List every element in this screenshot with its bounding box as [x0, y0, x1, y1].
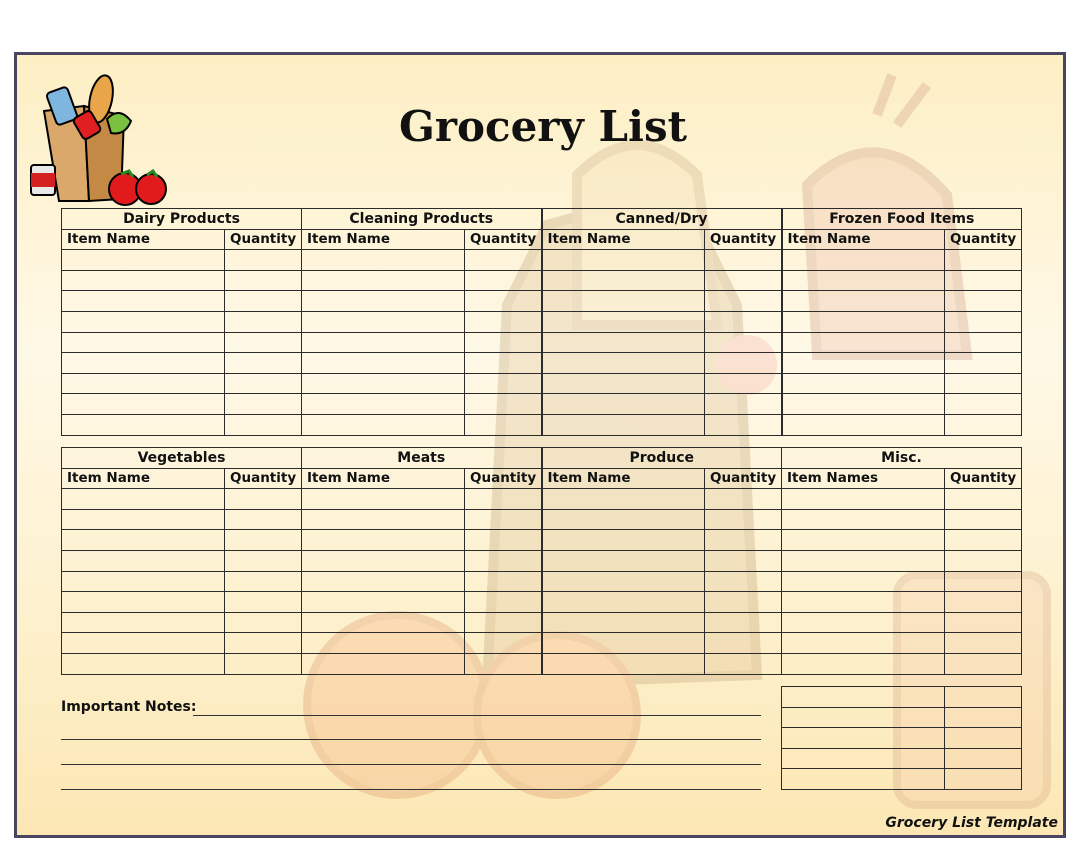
item-name-cell[interactable] [302, 270, 465, 291]
quantity-cell[interactable] [705, 250, 782, 271]
quantity-cell[interactable] [225, 653, 302, 674]
quantity-cell[interactable] [465, 414, 542, 435]
quantity-cell[interactable] [225, 270, 302, 291]
column-header-row [62, 468, 1022, 489]
quantity-cell[interactable] [705, 373, 782, 394]
table-row [62, 633, 1022, 654]
quantity-cell[interactable] [225, 311, 302, 332]
column-header-item-name: Item Name [62, 229, 225, 250]
item-name-cell[interactable] [62, 653, 225, 674]
item-name-cell[interactable] [302, 633, 465, 654]
misc-extra-rows-table [781, 686, 1022, 790]
quantity-cell[interactable] [705, 530, 782, 551]
item-name-cell[interactable] [782, 353, 945, 374]
item-name-cell[interactable] [782, 748, 945, 769]
quantity-cell[interactable] [945, 633, 1022, 654]
item-name-cell[interactable] [62, 414, 225, 435]
top-categories-table [61, 208, 1022, 436]
quantity-cell[interactable] [945, 250, 1022, 271]
quantity-cell[interactable] [705, 489, 782, 510]
quantity-cell[interactable] [705, 633, 782, 654]
column-header-quantity: Quantity [225, 229, 302, 250]
item-name-cell[interactable] [302, 530, 465, 551]
item-name-cell[interactable] [782, 550, 945, 571]
quantity-cell[interactable] [705, 394, 782, 415]
table-row [782, 748, 1022, 769]
item-name-cell[interactable] [782, 250, 945, 271]
quantity-cell[interactable] [225, 633, 302, 654]
quantity-cell[interactable] [945, 509, 1022, 530]
section-meats: Meats [302, 448, 542, 469]
table-row [62, 550, 1022, 571]
item-name-cell[interactable] [782, 394, 945, 415]
quantity-cell[interactable] [225, 250, 302, 271]
item-name-cell[interactable] [542, 270, 705, 291]
item-name-cell[interactable] [542, 530, 705, 551]
quantity-cell[interactable] [465, 509, 542, 530]
quantity-cell[interactable] [945, 353, 1022, 374]
notes-line[interactable] [61, 764, 761, 765]
item-name-cell[interactable] [782, 612, 945, 633]
table-row [62, 291, 1022, 312]
quantity-cell[interactable] [705, 291, 782, 312]
table-row [62, 250, 1022, 271]
item-name-cell[interactable] [542, 550, 705, 571]
quantity-cell[interactable] [705, 592, 782, 613]
quantity-cell[interactable] [465, 311, 542, 332]
quantity-cell[interactable] [465, 332, 542, 353]
quantity-cell[interactable] [225, 509, 302, 530]
item-name-cell[interactable] [542, 332, 705, 353]
section-frozen-food-items: Frozen Food Items [782, 209, 1022, 230]
quantity-cell[interactable] [465, 373, 542, 394]
item-name-cell[interactable] [782, 373, 945, 394]
item-name-cell[interactable] [302, 612, 465, 633]
item-name-cell[interactable] [542, 571, 705, 592]
item-name-cell[interactable] [62, 530, 225, 551]
quantity-cell[interactable] [225, 332, 302, 353]
quantity-cell[interactable] [465, 270, 542, 291]
quantity-cell[interactable] [705, 550, 782, 571]
item-name-cell[interactable] [302, 311, 465, 332]
table-row [62, 489, 1022, 510]
item-name-cell[interactable] [782, 332, 945, 353]
quantity-cell[interactable] [945, 394, 1022, 415]
quantity-cell[interactable] [465, 592, 542, 613]
table-row [62, 373, 1022, 394]
item-name-cell[interactable] [782, 489, 945, 510]
item-name-cell[interactable] [62, 489, 225, 510]
quantity-cell[interactable] [945, 414, 1022, 435]
section-vegetables: Vegetables [62, 448, 302, 469]
item-name-cell[interactable] [782, 769, 945, 790]
quantity-cell[interactable] [945, 332, 1022, 353]
column-header-item-name: Item Name [542, 229, 705, 250]
item-name-cell[interactable] [782, 509, 945, 530]
quantity-cell[interactable] [225, 612, 302, 633]
table-row [62, 270, 1022, 291]
item-name-cell[interactable] [542, 250, 705, 271]
quantity-cell[interactable] [465, 489, 542, 510]
item-name-cell[interactable] [62, 311, 225, 332]
item-name-cell[interactable] [782, 687, 945, 708]
quantity-cell[interactable] [225, 291, 302, 312]
table-row [782, 707, 1022, 728]
item-name-cell[interactable] [542, 592, 705, 613]
section-canned-dry: Canned/Dry [542, 209, 782, 230]
quantity-cell[interactable] [945, 592, 1022, 613]
table-row [62, 592, 1022, 613]
item-name-cell[interactable] [542, 394, 705, 415]
quantity-cell[interactable] [225, 394, 302, 415]
item-name-cell[interactable] [302, 550, 465, 571]
notes-line[interactable] [61, 739, 761, 740]
quantity-cell[interactable] [945, 489, 1022, 510]
column-header-quantity: Quantity [705, 229, 782, 250]
item-name-cell[interactable] [782, 707, 945, 728]
quantity-cell[interactable] [225, 550, 302, 571]
item-name-cell[interactable] [542, 633, 705, 654]
quantity-cell[interactable] [945, 550, 1022, 571]
page-title: Grocery List [399, 102, 687, 151]
item-name-cell[interactable] [782, 530, 945, 551]
quantity-cell[interactable] [705, 353, 782, 374]
section-produce: Produce [542, 448, 782, 469]
section-header-row [62, 209, 1022, 230]
table-row [62, 509, 1022, 530]
quantity-cell[interactable] [465, 530, 542, 551]
quantity-cell[interactable] [465, 291, 542, 312]
table-row [62, 353, 1022, 374]
item-name-cell[interactable] [62, 394, 225, 415]
column-header-item-name: Item Name [302, 468, 465, 489]
item-name-cell[interactable] [302, 353, 465, 374]
item-name-cell[interactable] [62, 373, 225, 394]
quantity-cell[interactable] [225, 592, 302, 613]
quantity-cell[interactable] [705, 653, 782, 674]
table-row [62, 414, 1022, 435]
item-name-cell[interactable] [542, 414, 705, 435]
column-header-quantity: Quantity [225, 468, 302, 489]
section-header-row [62, 448, 1022, 469]
section-dairy-products: Dairy Products [62, 209, 302, 230]
item-name-cell[interactable] [782, 633, 945, 654]
table-row [62, 653, 1022, 674]
quantity-cell[interactable] [945, 728, 1022, 749]
quantity-cell[interactable] [945, 707, 1022, 728]
item-name-cell[interactable] [302, 653, 465, 674]
quantity-cell[interactable] [705, 414, 782, 435]
item-name-cell[interactable] [302, 250, 465, 271]
item-name-cell[interactable] [782, 653, 945, 674]
quantity-cell[interactable] [705, 509, 782, 530]
quantity-cell[interactable] [225, 373, 302, 394]
table-row [782, 769, 1022, 790]
column-header-row [62, 229, 1022, 250]
quantity-cell[interactable] [465, 394, 542, 415]
notes-line[interactable] [193, 715, 761, 716]
quantity-cell[interactable] [945, 769, 1022, 790]
item-name-cell[interactable] [62, 509, 225, 530]
item-name-cell[interactable] [782, 414, 945, 435]
item-name-cell[interactable] [302, 414, 465, 435]
quantity-cell[interactable] [945, 373, 1022, 394]
item-name-cell[interactable] [542, 489, 705, 510]
item-name-cell[interactable] [542, 612, 705, 633]
item-name-cell[interactable] [62, 291, 225, 312]
item-name-cell[interactable] [782, 311, 945, 332]
quantity-cell[interactable] [465, 353, 542, 374]
grocery-list-sheet [14, 52, 1066, 838]
item-name-cell[interactable] [302, 394, 465, 415]
table-row [62, 394, 1022, 415]
quantity-cell[interactable] [465, 633, 542, 654]
item-name-cell[interactable] [542, 653, 705, 674]
table-row [62, 311, 1022, 332]
quantity-cell[interactable] [945, 530, 1022, 551]
item-name-cell[interactable] [62, 270, 225, 291]
item-name-cell[interactable] [302, 373, 465, 394]
quantity-cell[interactable] [465, 550, 542, 571]
quantity-cell[interactable] [225, 414, 302, 435]
item-name-cell[interactable] [302, 592, 465, 613]
item-name-cell[interactable] [542, 311, 705, 332]
quantity-cell[interactable] [705, 571, 782, 592]
item-name-cell[interactable] [542, 291, 705, 312]
quantity-cell[interactable] [465, 653, 542, 674]
quantity-cell[interactable] [945, 653, 1022, 674]
column-header-item-name: Item Name [542, 468, 705, 489]
quantity-cell[interactable] [945, 291, 1022, 312]
column-header-quantity: Quantity [465, 229, 542, 250]
quantity-cell[interactable] [225, 571, 302, 592]
item-name-cell[interactable] [782, 270, 945, 291]
item-name-cell[interactable] [542, 509, 705, 530]
item-name-cell[interactable] [302, 332, 465, 353]
notes-line[interactable] [61, 789, 761, 790]
section-misc: Misc. [782, 448, 1022, 469]
quantity-cell[interactable] [705, 332, 782, 353]
item-name-cell[interactable] [302, 571, 465, 592]
footer-template-label: Grocery List Template [885, 815, 1058, 831]
item-name-cell[interactable] [302, 489, 465, 510]
quantity-cell[interactable] [945, 687, 1022, 708]
column-header-quantity: Quantity [465, 468, 542, 489]
important-notes-label: Important Notes: [61, 699, 197, 715]
table-row [62, 612, 1022, 633]
bottom-categories-table [61, 447, 1022, 675]
quantity-cell[interactable] [465, 250, 542, 271]
item-name-cell[interactable] [542, 373, 705, 394]
section-cleaning-products: Cleaning Products [302, 209, 542, 230]
column-header-item-names: Item Names [782, 468, 945, 489]
table-row [62, 571, 1022, 592]
item-name-cell[interactable] [62, 250, 225, 271]
column-header-item-name: Item Name [62, 468, 225, 489]
quantity-cell[interactable] [705, 311, 782, 332]
column-header-item-name: Item Name [782, 229, 945, 250]
quantity-cell[interactable] [945, 571, 1022, 592]
item-name-cell[interactable] [302, 509, 465, 530]
column-header-quantity: Quantity [945, 229, 1022, 250]
quantity-cell[interactable] [945, 270, 1022, 291]
table-row [782, 687, 1022, 708]
item-name-cell[interactable] [62, 550, 225, 571]
quantity-cell[interactable] [225, 353, 302, 374]
item-name-cell[interactable] [62, 592, 225, 613]
quantity-cell[interactable] [465, 612, 542, 633]
table-row [62, 530, 1022, 551]
quantity-cell[interactable] [945, 612, 1022, 633]
quantity-cell[interactable] [945, 748, 1022, 769]
quantity-cell[interactable] [705, 612, 782, 633]
quantity-cell[interactable] [705, 270, 782, 291]
quantity-cell[interactable] [945, 311, 1022, 332]
item-name-cell[interactable] [62, 612, 225, 633]
item-name-cell[interactable] [62, 332, 225, 353]
column-header-quantity: Quantity [705, 468, 782, 489]
item-name-cell[interactable] [782, 728, 945, 749]
item-name-cell[interactable] [782, 592, 945, 613]
table-row [62, 332, 1022, 353]
item-name-cell[interactable] [542, 353, 705, 374]
table-row [782, 728, 1022, 749]
quantity-cell[interactable] [465, 571, 542, 592]
column-header-quantity: Quantity [945, 468, 1022, 489]
quantity-cell[interactable] [225, 530, 302, 551]
item-name-cell[interactable] [782, 571, 945, 592]
quantity-cell[interactable] [225, 489, 302, 510]
item-name-cell[interactable] [62, 571, 225, 592]
item-name-cell[interactable] [62, 633, 225, 654]
column-header-item-name: Item Name [302, 229, 465, 250]
item-name-cell[interactable] [782, 291, 945, 312]
item-name-cell[interactable] [62, 353, 225, 374]
item-name-cell[interactable] [302, 291, 465, 312]
